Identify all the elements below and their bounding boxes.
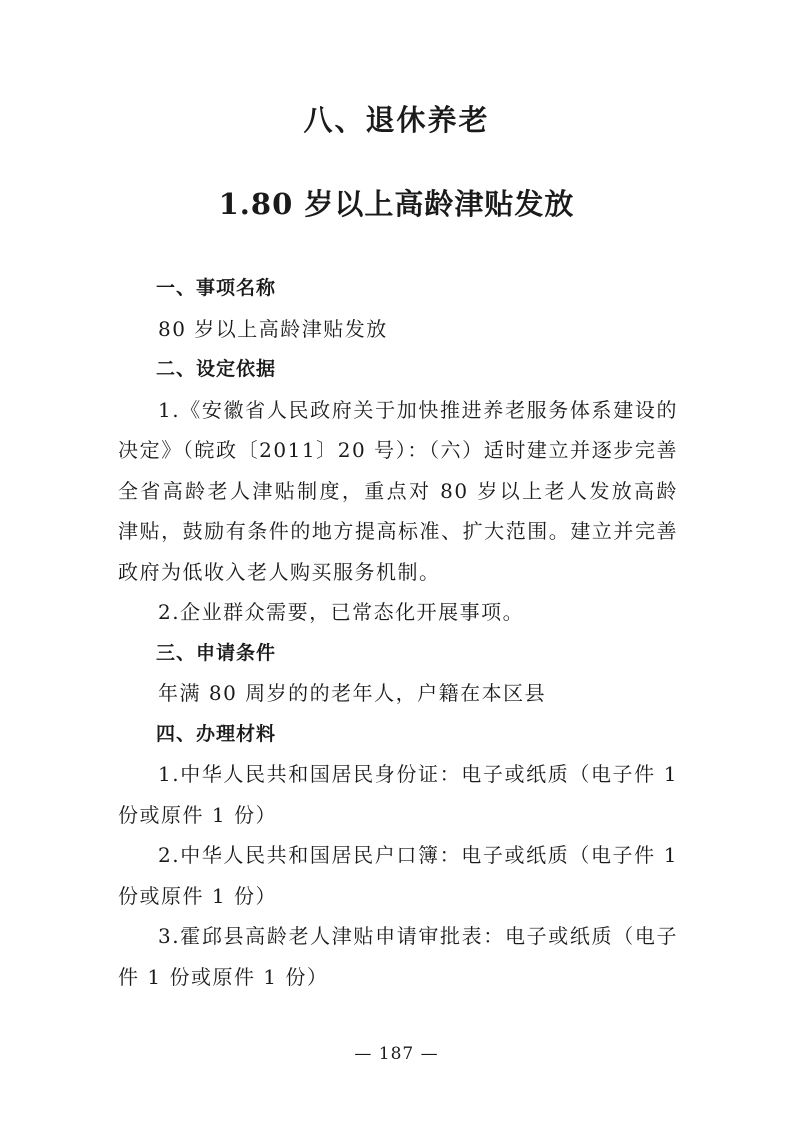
section-heading-conditions: 三、申请条件 [156, 641, 277, 664]
legal-basis-paragraph-2: 2.企业群众需要，已常态化开展事项。 [158, 600, 525, 624]
item-title: 1.80 岁以上高龄津贴发放 [218, 187, 575, 221]
item-name-text: 80 岁以上高龄津贴发放 [158, 316, 388, 341]
chapter-title: 八、退休养老 [303, 103, 490, 137]
section-heading-materials: 四、办理材料 [156, 722, 277, 745]
page-number: — 187 — [354, 1044, 439, 1064]
material-item-1: 1.中华人民共和国居民身份证：电子或纸质（电子件 1 份或原件 1 份） [118, 762, 678, 827]
section-heading-legal-basis: 二、设定依据 [156, 358, 277, 380]
document-body [118, 268, 678, 997]
conditions-text: 年满 80 周岁的的老年人，户籍在本区县 [158, 681, 547, 705]
section-heading-item-name: 一、事项名称 [156, 277, 277, 299]
material-item-3: 3.霍邱县高龄老人津贴申请审批表：电子或纸质（电子件 1 份或原件 1 份） [118, 924, 678, 989]
material-item-2: 2.中华人民共和国居民户口簿：电子或纸质（电子件 1 份或原件 1 份） [118, 843, 678, 908]
legal-basis-paragraph-1: 1.《安徽省人民政府关于加快推进养老服务体系建设的决定》（皖政〔2011〕20 号）：（六）适时建立并逐步完善全省高龄老人津贴制度，重点对 80 岁以上老人发放高龄津贴，鼓励有条件的地方提高标准、扩大范围。建立并完善政府为低收入老人购买服务机制。 [118, 397, 678, 584]
